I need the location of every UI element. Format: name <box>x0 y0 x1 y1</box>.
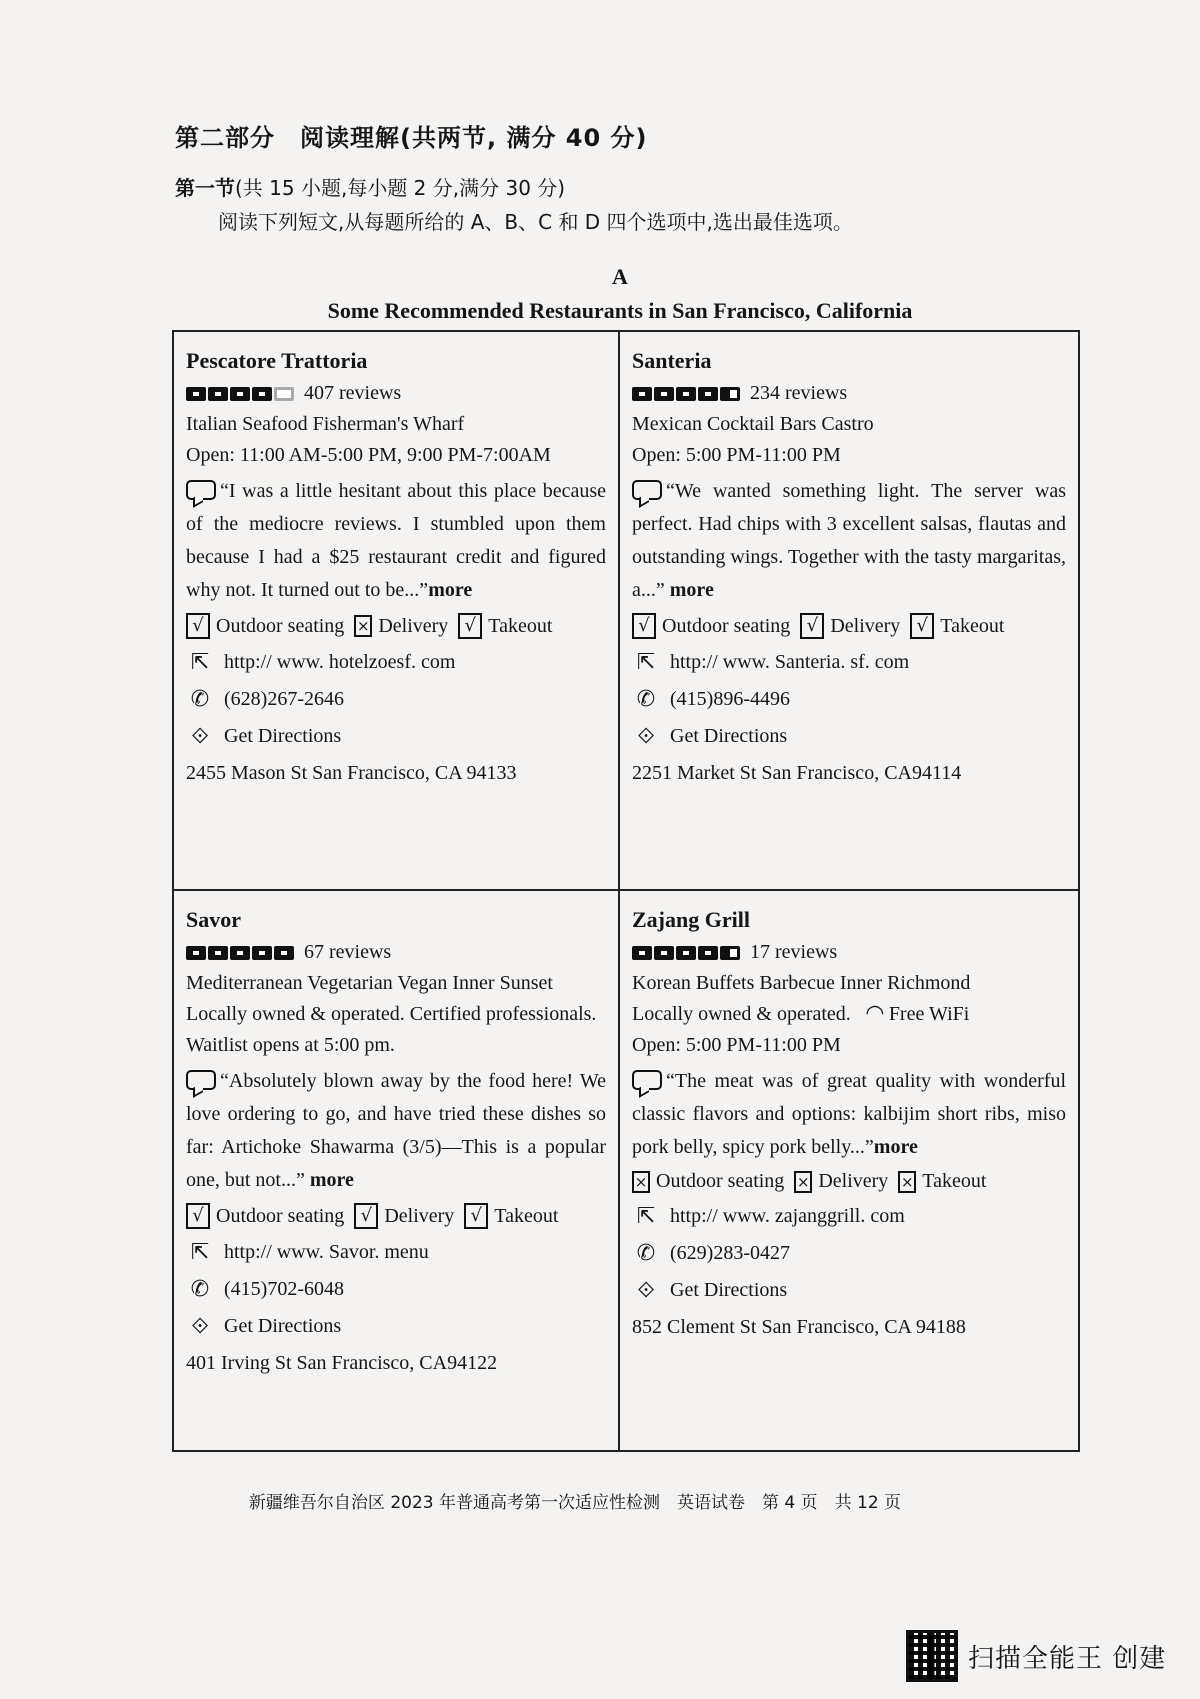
star-icon <box>720 946 740 960</box>
info-line-2: Waitlist opens at 5:00 pm. <box>186 1034 395 1056</box>
directions-icon: ⟐ <box>191 1313 209 1339</box>
speech-bubble-icon <box>186 1070 216 1090</box>
instruction: 阅读下列短文,从每题所给的 A、B、C 和 D 四个选项中,选出最佳选项。 <box>218 210 853 234</box>
speech-bubble-icon <box>186 480 216 500</box>
features-row <box>186 613 606 639</box>
website-row[interactable] <box>186 651 606 674</box>
feature-item <box>632 1170 784 1193</box>
phone-row[interactable] <box>186 688 606 711</box>
feature-item <box>800 613 900 639</box>
feature-label: Takeout <box>922 1170 987 1192</box>
check-box-icon: √ <box>458 613 482 639</box>
restaurant-card <box>620 332 1078 891</box>
star-icon <box>186 387 206 401</box>
info-line-2: Open: 5:00 PM-11:00 PM <box>632 1034 841 1056</box>
address: 2251 Market St San Francisco, CA94114 <box>632 762 962 784</box>
check-box-icon: √ <box>800 613 824 639</box>
review-count[interactable]: 67 reviews <box>304 941 392 963</box>
scanner-label: 扫描全能王 创建 <box>968 1643 1167 1674</box>
speech-bubble-icon <box>632 1070 662 1090</box>
section-note: (共 15 小题,每小题 2 分,满分 30 分) <box>235 176 566 200</box>
phone-row[interactable] <box>632 1242 1066 1265</box>
restaurant-name: Santeria <box>632 348 712 373</box>
restaurant-name: Savor <box>186 907 241 932</box>
feature-label: Delivery <box>378 614 449 637</box>
star-icon <box>720 387 740 401</box>
passage-letter: A <box>612 264 628 289</box>
phone-number[interactable]: (628)267-2646 <box>224 688 344 710</box>
feature-item <box>354 1203 454 1229</box>
cross-box-icon: × <box>794 1171 812 1193</box>
star-icon <box>252 387 272 401</box>
wifi-label: Free WiFi <box>888 1003 970 1025</box>
review-quote: “I was a little hesitant about this place because of the mediocre reviews. I stumbled upon them because I had a $25 restaurant credit and figured why not. It turned out to be...” <box>186 480 606 601</box>
feature-label: Delivery <box>384 1204 455 1227</box>
ownership-text: Locally owned & operated. <box>632 1003 851 1025</box>
more-link[interactable]: more <box>428 579 473 601</box>
feature-item <box>464 1203 558 1229</box>
feature-item <box>898 1170 986 1193</box>
feature-item <box>186 1203 344 1229</box>
feature-label: Takeout <box>940 614 1005 637</box>
directions-row[interactable] <box>632 1279 1066 1302</box>
feature-label: Delivery <box>818 1170 889 1192</box>
feature-label: Delivery <box>830 614 901 637</box>
star-icon <box>654 387 674 401</box>
star-icon <box>632 387 652 401</box>
rating-row <box>186 382 606 405</box>
feature-label: Takeout <box>488 614 553 637</box>
feature-item <box>794 1170 888 1193</box>
feature-item <box>910 613 1004 639</box>
review-count[interactable]: 407 reviews <box>304 382 402 404</box>
phone-row[interactable] <box>186 1278 606 1301</box>
phone-number[interactable]: (629)283-0427 <box>670 1242 790 1264</box>
review-count[interactable]: 17 reviews <box>750 941 838 963</box>
rating-stars <box>186 387 294 401</box>
website-link[interactable]: http:// www. Savor. menu <box>224 1241 429 1263</box>
check-box-icon: √ <box>464 1203 488 1229</box>
address: 2455 Mason St San Francisco, CA 94133 <box>186 762 517 784</box>
category: Italian Seafood Fisherman's Wharf <box>186 413 465 435</box>
star-icon <box>274 946 294 960</box>
website-row[interactable] <box>632 1205 1066 1228</box>
directions-icon: ⟐ <box>191 723 209 749</box>
feature-label: Outdoor seating <box>656 1170 785 1192</box>
star-icon <box>186 946 206 960</box>
rating-row <box>186 941 606 964</box>
feature-label: Outdoor seating <box>216 614 345 637</box>
star-icon <box>230 387 250 401</box>
check-box-icon: √ <box>910 613 934 639</box>
restaurant-grid <box>172 330 1080 1452</box>
check-box-icon: √ <box>186 613 210 639</box>
restaurant-name: Zajang Grill <box>632 907 750 932</box>
category: Korean Buffets Barbecue Inner Richmond <box>632 972 971 994</box>
restaurant-card <box>174 332 620 891</box>
review-text <box>186 1065 606 1197</box>
star-icon <box>208 387 228 401</box>
review-count[interactable]: 234 reviews <box>750 382 848 404</box>
phone-number[interactable]: (415)702-6048 <box>224 1278 344 1300</box>
directions-link[interactable]: Get Directions <box>224 725 342 747</box>
feature-item <box>354 615 448 638</box>
review-text <box>632 1065 1066 1164</box>
external-link-icon: ⇱ <box>190 649 210 675</box>
feature-label: Outdoor seating <box>216 1204 345 1227</box>
star-icon <box>208 946 228 960</box>
phone-icon: ✆ <box>636 1240 656 1266</box>
restaurant-name: Pescatore Trattoria <box>186 348 368 373</box>
phone-icon: ✆ <box>636 686 656 712</box>
star-icon <box>632 946 652 960</box>
directions-row[interactable] <box>186 1315 606 1338</box>
features-row <box>186 1203 606 1229</box>
star-icon <box>676 946 696 960</box>
website-link[interactable]: http:// www. zajanggrill. com <box>670 1205 905 1227</box>
page-footer: 新疆维吾尔自治区 2023 年普通高考第一次适应性检测 英语试卷 第 4 页 共 12 页 <box>248 1493 902 1513</box>
rating-stars <box>186 946 294 960</box>
rating-stars <box>632 387 740 401</box>
directions-row[interactable] <box>632 725 1066 748</box>
passage-title: Some Recommended Restaurants in San Francisco, California <box>327 298 913 323</box>
qr-code-icon <box>906 1630 958 1682</box>
wifi-icon: ◠ <box>865 1001 885 1026</box>
website-row[interactable] <box>186 1241 606 1264</box>
info-line <box>632 1003 1066 1026</box>
website-link[interactable]: http:// www. Santeria. sf. com <box>670 651 910 673</box>
star-icon <box>230 946 250 960</box>
review-quote: “The meat was of great quality with wonderful classic flavors and options: kalbijim short ribs, miso pork belly, spicy pork belly...” <box>632 1070 1066 1158</box>
info-line: Open: 11:00 AM-5:00 PM, 9:00 PM-7:00AM <box>186 444 551 466</box>
more-link[interactable]: more <box>669 579 714 601</box>
review-quote: “Absolutely blown away by the food here! We love ordering to go, and have tried these dishes so far: Artichoke Shawarma (3/5)—This is a popular one, but not...” <box>186 1070 606 1191</box>
more-link[interactable]: more <box>873 1136 918 1158</box>
section-label: 第一节 <box>175 176 235 200</box>
phone-row[interactable] <box>632 688 1066 711</box>
directions-icon: ⟐ <box>637 1277 655 1303</box>
feature-label: Outdoor seating <box>662 614 791 637</box>
star-icon <box>274 387 294 401</box>
cross-box-icon: × <box>632 1171 650 1193</box>
external-link-icon: ⇱ <box>190 1239 210 1265</box>
star-icon <box>698 946 718 960</box>
phone-number[interactable]: (415)896-4496 <box>670 688 790 710</box>
feature-item <box>632 613 790 639</box>
rating-stars <box>632 946 740 960</box>
directions-row[interactable] <box>186 725 606 748</box>
phone-icon: ✆ <box>190 1276 210 1302</box>
review-text <box>186 475 606 607</box>
review-quote: “We wanted something light. The server was perfect. Had chips with 3 excellent salsas, flautas and outstanding wings. Together with the tasty margaritas, a...” <box>632 480 1066 601</box>
website-row[interactable] <box>632 651 1066 674</box>
feature-label: Takeout <box>494 1204 559 1227</box>
check-box-icon: √ <box>632 613 656 639</box>
info-line: Open: 5:00 PM-11:00 PM <box>632 444 841 466</box>
directions-link[interactable]: Get Directions <box>670 725 788 747</box>
speech-bubble-icon <box>632 480 662 500</box>
website-link[interactable]: http:// www. hotelzoesf. com <box>224 651 456 673</box>
address: 852 Clement St San Francisco, CA 94188 <box>632 1316 966 1338</box>
feature-item <box>186 613 344 639</box>
directions-link[interactable]: Get Directions <box>224 1315 342 1337</box>
category: Mexican Cocktail Bars Castro <box>632 413 874 435</box>
external-link-icon: ⇱ <box>636 649 656 675</box>
cross-box-icon: × <box>354 615 372 637</box>
star-icon <box>654 946 674 960</box>
restaurant-card <box>174 891 620 1450</box>
features-row <box>632 613 1066 639</box>
rating-row <box>632 382 1066 405</box>
star-icon <box>676 387 696 401</box>
feature-item <box>458 613 552 639</box>
review-text <box>632 475 1066 607</box>
directions-link[interactable]: Get Directions <box>670 1279 788 1301</box>
category: Mediterranean Vegetarian Vegan Inner Sunset <box>186 972 553 994</box>
check-box-icon: √ <box>186 1203 210 1229</box>
check-box-icon: √ <box>354 1203 378 1229</box>
more-link[interactable]: more <box>309 1169 354 1191</box>
star-icon <box>252 946 272 960</box>
features-row <box>632 1170 1066 1193</box>
external-link-icon: ⇱ <box>636 1203 656 1229</box>
address: 401 Irving St San Francisco, CA94122 <box>186 1352 498 1374</box>
scanner-watermark <box>906 1630 1166 1682</box>
section-title <box>175 172 565 201</box>
rating-row <box>632 941 1066 964</box>
directions-icon: ⟐ <box>637 723 655 749</box>
info-line: Locally owned & operated. Certified professionals. <box>186 1003 597 1025</box>
cross-box-icon: × <box>898 1171 916 1193</box>
phone-icon: ✆ <box>190 686 210 712</box>
part-title: 第二部分 阅读理解(共两节, 满分 40 分) <box>175 124 648 152</box>
restaurant-card <box>620 891 1078 1450</box>
star-icon <box>698 387 718 401</box>
